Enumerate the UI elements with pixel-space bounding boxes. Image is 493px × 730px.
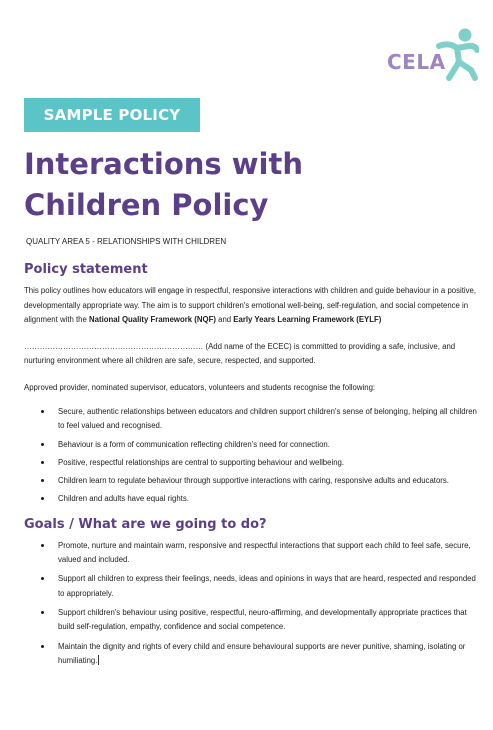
policy-statement-intro (24, 284, 479, 328)
list-item: Children learn to regulate behaviour through supportive interactions with caring, responsive adults and educators. (24, 474, 479, 488)
title-line-1: Interactions with (24, 147, 303, 181)
quality-area-label: QUALITY AREA 5 - RELATIONSHIPS WITH CHILDREN (26, 237, 227, 246)
list-item: Promote, nurture and maintain warm, responsive and respectful interactions that support each child to feel safe, secure, valued and included. (24, 539, 479, 568)
list-item: Children and adults have equal rights. (24, 492, 479, 506)
list-item: Support children's behaviour using positive, respectful, neuro-affirming, and developmentally appropriate practices that build self-regulation, empathy, confidence and social competence. (24, 606, 479, 635)
banner-label: SAMPLE POLICY (43, 106, 181, 124)
list-item: Positive, respectful relationships are central to supporting behaviour and wellbeing. (24, 456, 479, 470)
ecec-name-blank[interactable]: …………………………………………………………… (24, 341, 204, 351)
logo-text: CELA (387, 50, 446, 74)
ecec-commitment (24, 340, 479, 369)
document-body (24, 258, 479, 673)
recognise-list (24, 405, 479, 507)
page-title (24, 144, 303, 226)
list-item: Secure, authentic relationships between educators and children support children's sense of belonging, helping all children to feel valued and recognised. (24, 405, 479, 434)
goals-heading: Goals / What are we going to do? (24, 516, 267, 532)
cela-logo (387, 26, 479, 82)
policy-statement-heading: Policy statement (24, 262, 148, 277)
intro-text: This policy outlines how educators will engage in respectful, responsive interactions with children and guide behaviour in a positive, developmentally appropriate way. The aim is to support children's emotional well-being, self-regulation, and social competence in alignment with the (24, 286, 477, 324)
goals-list (24, 539, 479, 668)
approved-provider-text: Approved provider, nominated supervisor, educators, volunteers and students recognise the following: (24, 382, 376, 392)
title-line-2: Children Policy (24, 188, 269, 222)
list-item: Behaviour is a form of communication reflecting children's need for connection. (24, 438, 479, 452)
list-item (24, 640, 479, 669)
person-figure-icon (435, 26, 479, 82)
sample-policy-banner (24, 98, 200, 132)
and-text: and (215, 315, 234, 324)
eylf-text: Early Years Learning Framework (EYLF) (233, 315, 382, 324)
goal-item-text: Maintain the dignity and rights of every child and ensure behavioural supports are never punitive, shaming, isolating or humiliating. (58, 641, 466, 665)
ecec-commitment-text: (Add name of the ECEC) is committed to providing a safe, inclusive, and nurturing environment where all children are safe, secure, respected, and supported. (24, 341, 456, 365)
text-cursor (98, 655, 99, 665)
nqf-text: National Quality Framework (NQF) (89, 315, 216, 324)
list-item: Support all children to express their feelings, needs, ideas and opinions in ways that are heard, respected and responded to appropriately. (24, 572, 479, 601)
